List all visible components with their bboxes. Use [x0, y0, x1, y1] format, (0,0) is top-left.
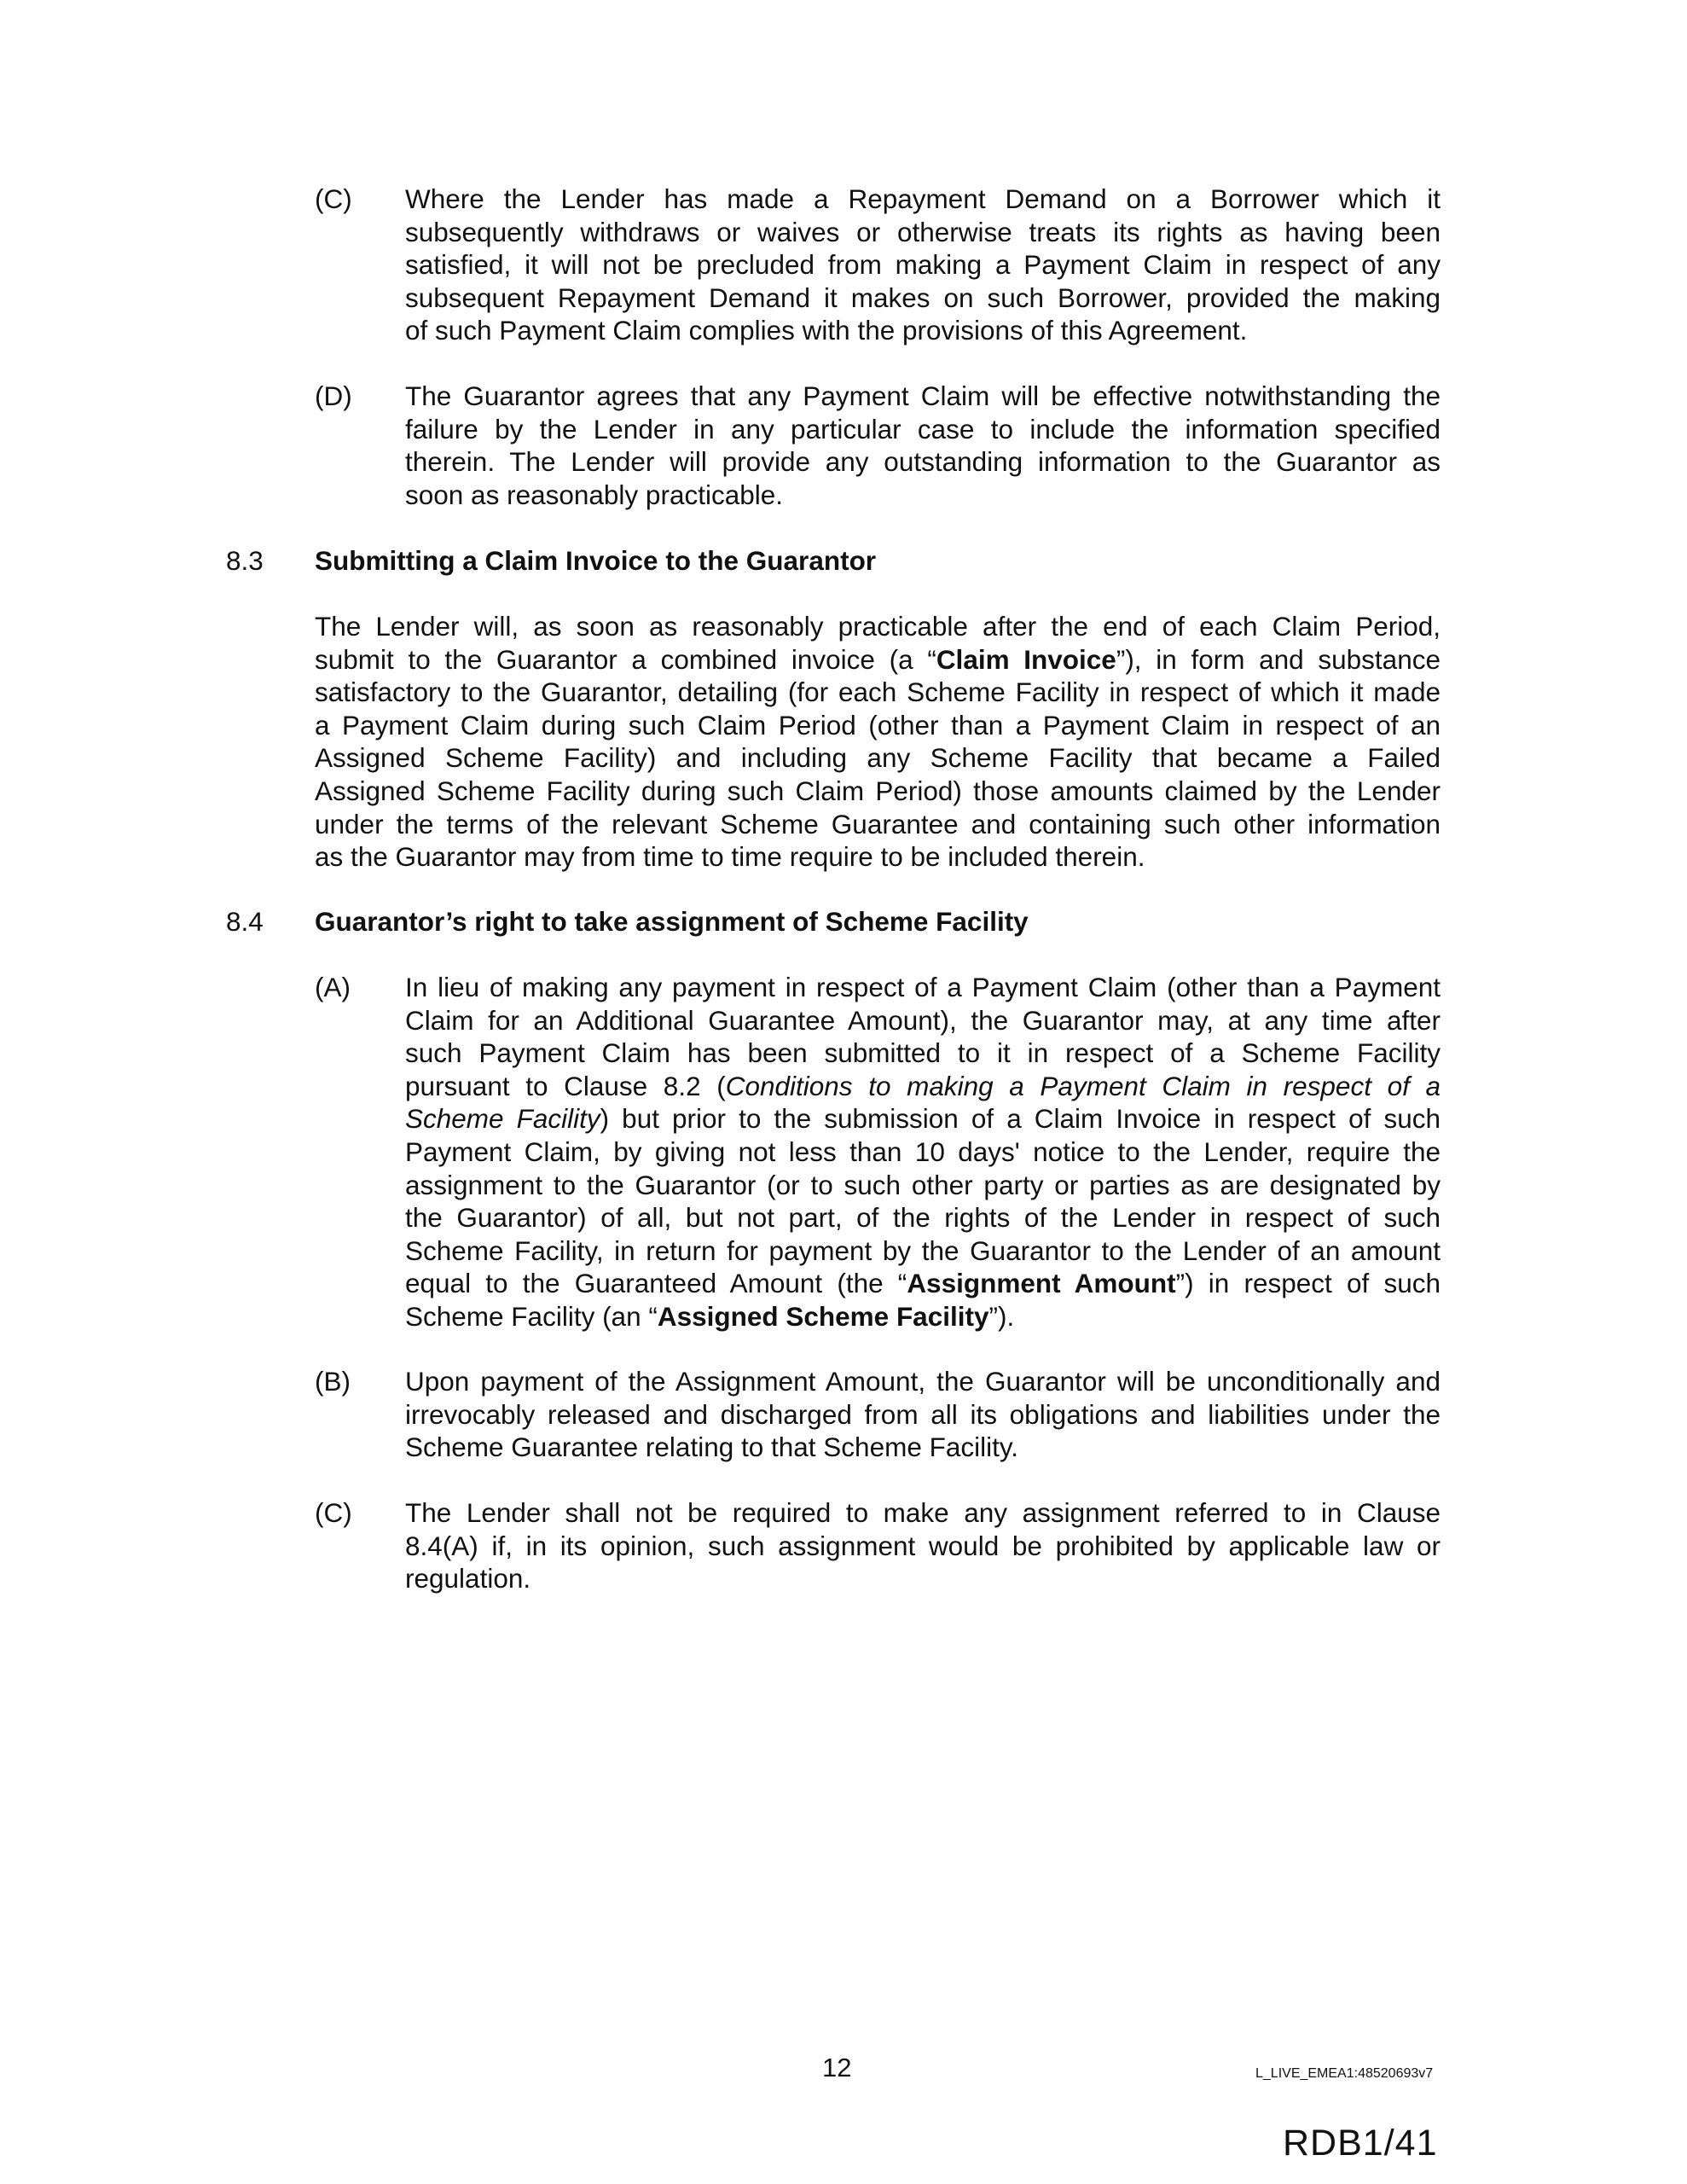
text-line: soon as reasonably practicable. [405, 479, 784, 510]
text-run: ) but prior to the submission of a Claim Invoice in respect of such [600, 1103, 1441, 1135]
cross-reference-title: Scheme Facility [405, 1103, 600, 1135]
clause-8-3-paragraph [315, 610, 1441, 874]
text-line: the Guarantor) of all, but not part, of the rights of the Lender in respect of such [405, 1202, 1441, 1234]
text-line: Where the Lender has made a Repayment Demand on a Borrower which it [405, 183, 1441, 214]
text-line: assignment to the Guarantor (or to such other party or parties as are designated by [405, 1169, 1441, 1200]
text-run: Scheme Facility (an “ [405, 1300, 658, 1332]
text-line: satisfactory to the Guarantor, detailing (for each Scheme Facility in respect of which it made [315, 677, 1441, 708]
clause-heading-8-3: Submitting a Claim Invoice to the Guarantor [315, 545, 877, 576]
text-run: pursuant to Clause 8.2 ( [405, 1070, 726, 1101]
text-line [405, 1070, 1441, 1103]
text-line: as the Guarantor may from time to time require to be included therein. [315, 841, 1145, 873]
text-line: subsequently withdraws or waives or otherwise treats its rights as having been [405, 216, 1441, 247]
text-line [315, 643, 1441, 677]
text-line: under the terms of the relevant Scheme Guarantee and containing such other information [315, 808, 1441, 839]
text-run: ”), in form and substance [1116, 643, 1441, 675]
text-run: ”) in respect of such [1175, 1268, 1441, 1299]
defined-term: Assignment Amount [907, 1268, 1176, 1299]
item-c-2-paragraph [405, 1496, 1441, 1595]
text-line: Claim for an Additional Guarantee Amount), the Guarantor may, at any time after [405, 1004, 1441, 1036]
text-line: Assigned Scheme Facility) and including any Scheme Facility that became a Failed [315, 742, 1441, 774]
text-line: irrevocably released and discharged from all its obligations and liabilities under the [405, 1398, 1441, 1430]
text-line: In lieu of making any payment in respect of a Payment Claim (other than a Payment [405, 972, 1441, 1002]
page-number: 12 [822, 2053, 852, 2082]
text-line: The Lender will, as soon as reasonably practicable after the end of each Claim Period, [315, 611, 1441, 642]
text-run: submit to the Guarantor a combined invoice (a “ [315, 643, 936, 675]
text-line [405, 1267, 1441, 1300]
text-line: therein. The Lender will provide any outstanding information to the Guarantor as [405, 446, 1441, 478]
text-run: equal to the Guaranteed Amount (the “ [405, 1268, 907, 1299]
text-line: Scheme Guarantee relating to that Scheme Facility. [405, 1432, 1019, 1463]
clause-heading-8-4: Guarantor’s right to take assignment of Scheme Facility [315, 906, 1029, 937]
cross-reference-title: Conditions to making a Payment Claim in respect of a [725, 1070, 1441, 1101]
text-line: 8.4(A) if, in its opinion, such assignment would be prohibited by applicable law or [405, 1530, 1441, 1561]
text-run: ”). [988, 1300, 1015, 1332]
text-line [405, 1102, 1441, 1136]
item-marker-a: (A) [315, 972, 351, 1002]
text-line: Assigned Scheme Facility during such Claim Period) those amounts claimed by the Lender [315, 775, 1441, 806]
text-line: regulation. [405, 1563, 531, 1594]
text-line: a Payment Claim during such Claim Period (other than a Payment Claim in respect of an [315, 709, 1441, 741]
text-line: of such Payment Claim complies with the provisions of this Agreement. [405, 315, 1248, 346]
clause-number-8-4: 8.4 [226, 906, 264, 937]
text-line: Upon payment of the Assignment Amount, the Guarantor will be unconditionally and [405, 1366, 1441, 1397]
defined-term: Assigned Scheme Facility [657, 1300, 989, 1332]
text-line: such Payment Claim has been submitted to it in respect of a Scheme Facility [405, 1037, 1441, 1069]
item-c-paragraph [405, 183, 1441, 347]
item-b-paragraph [405, 1365, 1441, 1464]
text-line [405, 1300, 1441, 1333]
item-marker-c-2: (C) [315, 1497, 352, 1528]
text-line: The Lender shall not be required to make any assignment referred to in Clause [405, 1497, 1441, 1528]
item-d-paragraph [405, 380, 1441, 511]
text-line: satisfied, it will not be precluded from making a Payment Claim in respect of any [405, 249, 1441, 281]
item-marker-d: (D) [315, 380, 352, 411]
text-line: Scheme Facility, in return for payment by the Guarantor to the Lender of an amount [405, 1234, 1441, 1266]
text-line: The Guarantor agrees that any Payment Claim will be effective notwithstanding the [405, 380, 1441, 411]
clause-number-8-3: 8.3 [226, 545, 264, 576]
item-marker-b: (B) [315, 1366, 351, 1397]
defined-term: Claim Invoice [936, 643, 1116, 675]
document-reference: L_LIVE_EMEA1:48520693v7 [1255, 2066, 1434, 2081]
item-a-paragraph [405, 971, 1441, 1333]
text-line: failure by the Lender in any particular case to include the information specified [405, 413, 1441, 444]
item-marker-c: (C) [315, 183, 352, 214]
text-line: Payment Claim, by giving not less than 10 days' notice to the Lender, require the [405, 1136, 1441, 1167]
bundle-page-stamp: RDB1/41 [1283, 2123, 1438, 2164]
text-line: subsequent Repayment Demand it makes on such Borrower, provided the making [405, 282, 1441, 313]
